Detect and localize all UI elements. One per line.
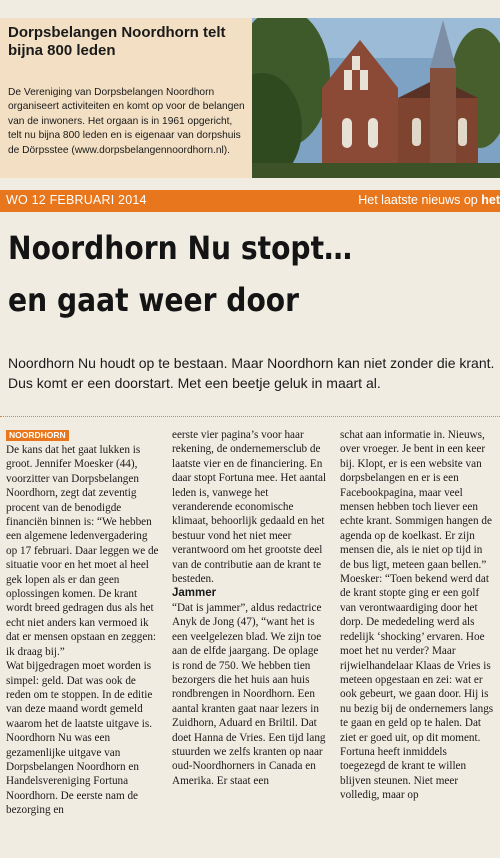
headline-line-2: en gaat weer door [8,281,300,319]
date-bar-tagline [358,193,500,207]
date-bar [0,190,500,212]
tagline-text: Het laatste nieuws op [358,193,482,207]
publication-date: WO 12 FEBRUARI 2014 [6,193,147,207]
column-3-paragraph-2: Moesker: “Toen bekend werd dat de krant stopte ging er een golf van verontwaardiging door het dorp. De mededeling werd als redelijk ‘shocking’ ervaren. Hoe moet het nu verder? Maar rijwielhandelaar Klaas de Vries is meteen opgestaan en zei: wat er ook gebeurt, we gaan door. Hij is nu bezig bij de ondernemers langs te gaan en geld op te halen. Dat ziet er goed uit, op dit moment. Fortuna heeft inmiddels toegezegd de krant te willen blijven steunen. Niet meer volledig, maar op [340,573,494,802]
article-column-1 [6,428,161,818]
column-1-paragraph-1: De kans dat het gaat lukken is groot. Jennifer Moesker (44), voorzitter van Dorpsbelangen Noordhorn, zegt dat zeventig procent van de benodigde financiën binnen is: “We hebben een algemene ledenvergadering op 17 februari. Daar leggen we de situatie voor en het moet al heel gek lopen als er dan geen oplossingen komen. De krant wordt breed gedragen dus als het echt niet anders kan vermoed ik dat er mensen opstaan en zeggen: ik draag bij.” [6,444,159,658]
article-headline [8,222,437,326]
teaser-box [0,18,500,178]
article-column-2 [172,428,327,788]
column-2-paragraph-1: eerste vier pagina’s voor haar rekening, de ondernemersclub de laatste vier en de financiering. En daar stopt Fortuna mee. Het aantal leden is, vanwege het veranderende economische klimaat, behoorlijk gedaald en het bestuur vond het niet meer verantwoord om het grootste deel van de contributie aan de krant te besteden. [172,429,327,586]
headline-line-1: Noordhorn Nu stopt… [8,229,353,267]
column-2-paragraph-2: “Dat is jammer”, aldus redactrice Anyk de Jong (47), “want het is een veelgelezen blad. We zijn toe aan de elfde jaargang. De oplage is rond de 750. We hebben tien bezorgers die het huis aan huis rondbrengen in Noordhorn. Een aantal kranten gaat naar lezers in Zuidhorn, Aduard en Briltil. Dat doet Hanna de Vries. Een tijd lang stuurden we zelfs kranten op naar oud-Noordhorners in Canada en Amerika. Er staat een [172,601,326,787]
column-2-subhead: Jammer [172,587,217,600]
church-photo [252,18,500,178]
article-column-3 [340,428,495,803]
column-3-paragraph-1: schat aan informatie in. Nieuws, over vroeger. Je bent in een keer bij. Klopt, er is een website van dorpsbelangen en er is een Facebookpagina, maar veel mensen hebben toch liever een echte krant. Sommigen hangen de agenda op de koelkast. Er zijn mensen die, als ie niet op tijd in de bus ligt, meteen gaan bellen.” [340,429,492,571]
teaser-headline: Dorpsbelangen Noordhorn telt bijna 800 leden [8,24,226,59]
location-kicker: NOORDHORN [6,430,69,441]
column-1-paragraph-2: Wat bijgedragen moet worden is simpel: geld. Dat was ook de reden om te stoppen. In de editie van deze maand wordt gemeld waarom het de laatste uitgave is. Noordhorn Nu was een gezamenlijke uitgave van Dorpsbelangen Noordhorn en Handelsvereniging Fortuna Noordhorn. De eerste nam de bezorging en [6,660,153,817]
article-lead: Noordhorn Nu houdt op te bestaan. Maar Noordhorn kan niet zonder die krant. Dus komt er een doorstart. Met een beetje geluk in maart al. [8,355,495,391]
teaser-body: De Vereniging van Dorpsbelangen Noordhorn organiseert activiteiten en komt op voor de belangen van de inwoners. Het orgaan is in 1961 opgericht, telt nu bijna 800 leden en is eigenaar van dorpshuis de Dörpsstee (www.dorpsbelangennoordhorn.nl). [8,87,245,156]
church-photo-illustration [252,18,500,178]
divider [0,416,500,418]
tagline-bold: het [481,193,500,207]
